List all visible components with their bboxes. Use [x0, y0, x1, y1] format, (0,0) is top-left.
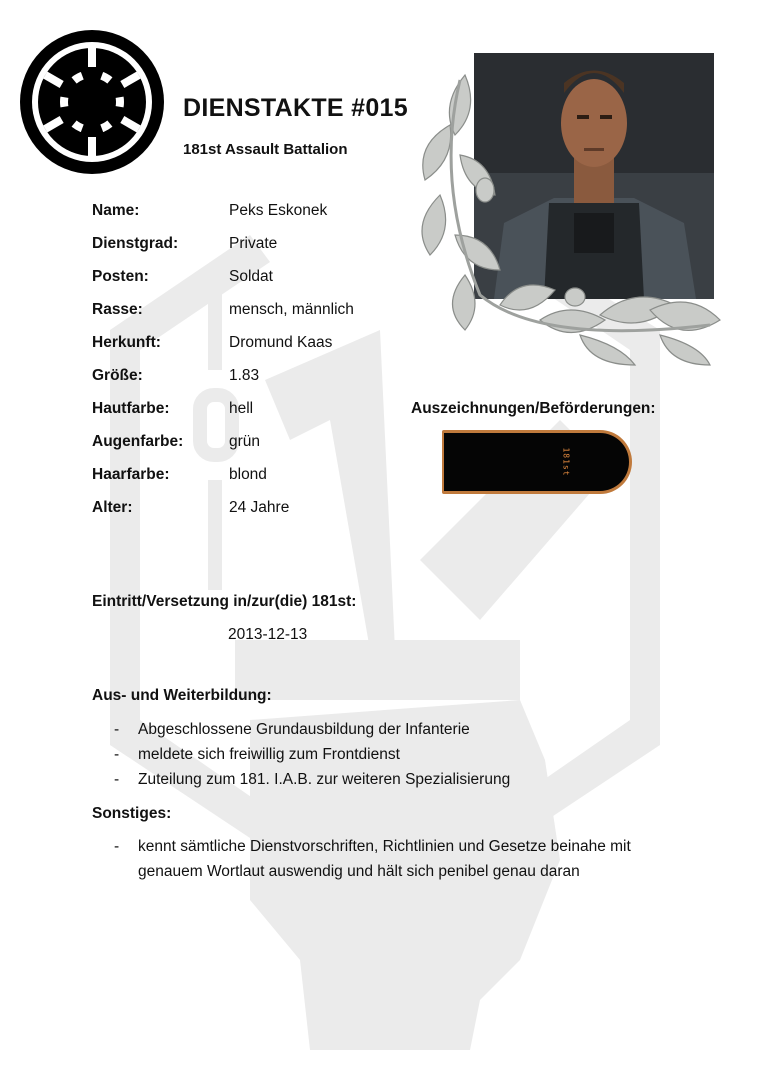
- list-item: [92, 767, 692, 792]
- list-item-text: kennt sämtliche Dienstvorschriften, Richtlinien und Gesetze beinahe mit genauem Wortlaut auswendig und hält sich penibel genau daran: [138, 838, 631, 880]
- info-value: 1.83: [229, 367, 260, 384]
- info-label: Größe:: [92, 367, 143, 384]
- info-label: Haarfarbe:: [92, 466, 170, 483]
- info-value: Peks Eskonek: [229, 202, 328, 219]
- list-item-text: Abgeschlossene Grundausbildung der Infanterie: [138, 721, 470, 738]
- info-label: Augenfarbe:: [92, 433, 184, 450]
- info-value: blond: [229, 466, 267, 483]
- info-value: Dromund Kaas: [229, 334, 333, 351]
- training-heading: Aus- und Weiterbildung:: [92, 687, 272, 704]
- misc-list: [92, 834, 682, 884]
- info-value: hell: [229, 400, 254, 417]
- rank-insignia-text: 181st: [561, 447, 571, 477]
- info-label: Alter:: [92, 499, 133, 516]
- list-item-text: meldete sich freiwillig zum Frontdienst: [138, 746, 400, 763]
- document-title: DIENSTAKTE #015: [183, 94, 408, 122]
- entry-date: 2013-12-13: [228, 626, 308, 643]
- info-value: Private: [229, 235, 278, 252]
- info-value: 24 Jahre: [229, 499, 290, 516]
- info-label: Rasse:: [92, 301, 143, 318]
- rank-insignia-badge: [442, 430, 632, 494]
- list-item-text: Zuteilung zum 181. I.A.B. zur weiteren Spezialisierung: [138, 771, 511, 788]
- info-value: Soldat: [229, 268, 273, 285]
- bullet-dash: -: [114, 721, 120, 738]
- info-value: grün: [229, 433, 261, 450]
- info-label: Herkunft:: [92, 334, 161, 351]
- list-item: [92, 834, 682, 884]
- info-label: Posten:: [92, 268, 149, 285]
- entry-heading: Eintritt/Versetzung in/zur(die) 181st:: [92, 593, 357, 610]
- awards-heading: Auszeichnungen/Beförderungen:: [411, 400, 656, 417]
- info-label: Hautfarbe:: [92, 400, 170, 417]
- info-label: Name:: [92, 202, 140, 219]
- bullet-dash: -: [114, 746, 120, 763]
- info-value: mensch, männlich: [229, 301, 354, 318]
- training-list: [92, 717, 692, 792]
- oak-leaf-wreath: [410, 65, 730, 370]
- list-item: [92, 742, 692, 767]
- list-item: [92, 717, 692, 742]
- unit-name: 181st Assault Battalion: [183, 141, 348, 158]
- bullet-dash: -: [114, 838, 120, 855]
- imperial-crest-icon: [17, 27, 167, 177]
- bullet-dash: -: [114, 771, 120, 788]
- info-label: Dienstgrad:: [92, 235, 179, 252]
- misc-heading: Sonstiges:: [92, 805, 172, 822]
